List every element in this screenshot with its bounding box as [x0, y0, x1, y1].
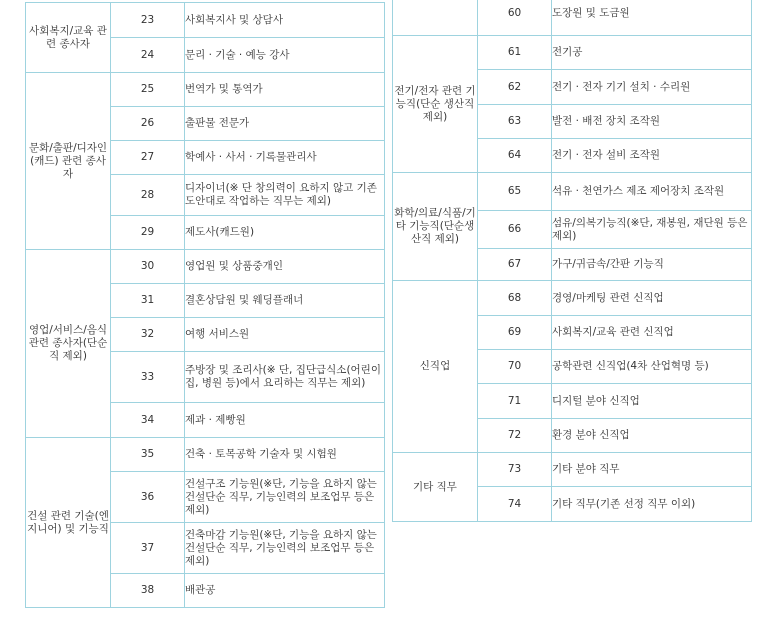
job-number-cell: 36 [111, 472, 185, 523]
job-number-cell: 26 [111, 107, 185, 141]
job-number-cell: 64 [478, 139, 552, 173]
job-name-cell: 결혼상담원 및 웨딩플래너 [185, 284, 385, 318]
job-number-cell: 74 [478, 487, 552, 522]
job-name-cell: 주방장 및 조리사(※ 단, 집단급식소(어린이집, 병원 등)에서 요리하는 직무는 제외) [185, 352, 385, 403]
job-number-cell: 28 [111, 175, 185, 216]
category-cell: 전기/전자 관련 기능직(단순 생산직 제외) [393, 36, 478, 173]
job-number-cell: 62 [478, 70, 552, 105]
job-name-cell: 디지털 분야 신직업 [552, 384, 752, 419]
category-cell [393, 0, 478, 36]
table-row [393, 453, 752, 487]
job-name-cell: 환경 분야 신직업 [552, 419, 752, 453]
category-cell: 건설 관련 기술(엔지니어) 및 기능직 [26, 438, 111, 608]
job-name-cell: 사회복지사 및 상담사 [185, 3, 385, 38]
job-table-right-body [393, 0, 752, 522]
job-number-cell: 65 [478, 173, 552, 211]
table-row [26, 73, 385, 107]
job-name-cell: 공학관련 신직업(4차 산업혁명 등) [552, 350, 752, 384]
job-number-cell: 25 [111, 73, 185, 107]
job-number-cell: 66 [478, 211, 552, 249]
job-name-cell: 전기 · 전자 기기 설치 · 수리원 [552, 70, 752, 105]
job-name-cell: 문리 · 기술 · 예능 강사 [185, 38, 385, 73]
job-number-cell: 67 [478, 249, 552, 281]
job-number-cell: 38 [111, 574, 185, 608]
table-row [26, 250, 385, 284]
job-number-cell: 61 [478, 36, 552, 70]
job-name-cell: 학예사 · 사서 · 기록물관리사 [185, 141, 385, 175]
table-row [393, 0, 752, 36]
job-number-cell: 27 [111, 141, 185, 175]
job-number-cell: 71 [478, 384, 552, 419]
job-name-cell: 기타 분야 직무 [552, 453, 752, 487]
job-number-cell: 72 [478, 419, 552, 453]
table-row [393, 36, 752, 70]
job-name-cell: 건설구조 기능원(※단, 기능을 요하지 않는 건설단순 직무, 기능인력의 보조업무 등은 제외) [185, 472, 385, 523]
job-table-left-body [26, 3, 385, 608]
job-name-cell: 배관공 [185, 574, 385, 608]
job-name-cell: 영업원 및 상품중개인 [185, 250, 385, 284]
job-number-cell: 35 [111, 438, 185, 472]
table-row [26, 3, 385, 38]
job-number-cell: 24 [111, 38, 185, 73]
job-table-left [25, 2, 385, 608]
job-name-cell: 사회복지/교육 관련 신직업 [552, 316, 752, 350]
job-name-cell: 발전 · 배전 장치 조작원 [552, 105, 752, 139]
job-name-cell: 섬유/의복기능직(※단, 재봉원, 재단원 등은 제외) [552, 211, 752, 249]
table-row [393, 173, 752, 211]
job-name-cell: 전기공 [552, 36, 752, 70]
job-number-cell: 33 [111, 352, 185, 403]
job-name-cell: 여행 서비스원 [185, 318, 385, 352]
job-name-cell: 출판물 전문가 [185, 107, 385, 141]
category-cell: 영업/서비스/음식 관련 종사자(단순직 제외) [26, 250, 111, 438]
job-number-cell: 70 [478, 350, 552, 384]
job-number-cell: 63 [478, 105, 552, 139]
category-cell: 화학/의료/식품/기타 기능직(단순생산직 제외) [393, 173, 478, 281]
job-name-cell: 가구/귀금속/간판 기능직 [552, 249, 752, 281]
job-table-right [392, 0, 752, 522]
category-cell: 신직업 [393, 281, 478, 453]
job-name-cell: 디자이너(※ 단 창의력이 요하지 않고 기존 도안대로 작업하는 직무는 제외) [185, 175, 385, 216]
job-number-cell: 68 [478, 281, 552, 316]
table-row [393, 281, 752, 316]
job-number-cell: 73 [478, 453, 552, 487]
job-name-cell: 제과 · 제빵원 [185, 403, 385, 438]
job-number-cell: 23 [111, 3, 185, 38]
job-number-cell: 37 [111, 523, 185, 574]
job-number-cell: 69 [478, 316, 552, 350]
category-cell: 문화/출판/디자인(캐드) 관련 종사자 [26, 73, 111, 250]
job-name-cell: 전기 · 전자 설비 조작원 [552, 139, 752, 173]
job-number-cell: 30 [111, 250, 185, 284]
job-name-cell: 건축 · 토목공학 기술자 및 시험원 [185, 438, 385, 472]
job-name-cell: 기타 직무(기존 선정 직무 이외) [552, 487, 752, 522]
job-number-cell: 34 [111, 403, 185, 438]
job-number-cell: 31 [111, 284, 185, 318]
job-name-cell: 제도사(캐드원) [185, 216, 385, 250]
table-row [26, 438, 385, 472]
job-name-cell: 도장원 및 도금원 [552, 0, 752, 36]
category-cell: 기타 직무 [393, 453, 478, 522]
job-name-cell: 경영/마케팅 관련 신직업 [552, 281, 752, 316]
job-number-cell: 32 [111, 318, 185, 352]
job-name-cell: 석유 · 천연가스 제조 제어장치 조작원 [552, 173, 752, 211]
job-name-cell: 건축마감 기능원(※단, 기능을 요하지 않는 건설단순 직무, 기능인력의 보조업무 등은 제외) [185, 523, 385, 574]
category-cell: 사회복지/교육 관련 종사자 [26, 3, 111, 73]
job-number-cell: 29 [111, 216, 185, 250]
job-number-cell: 60 [478, 0, 552, 36]
job-name-cell: 번역가 및 통역가 [185, 73, 385, 107]
